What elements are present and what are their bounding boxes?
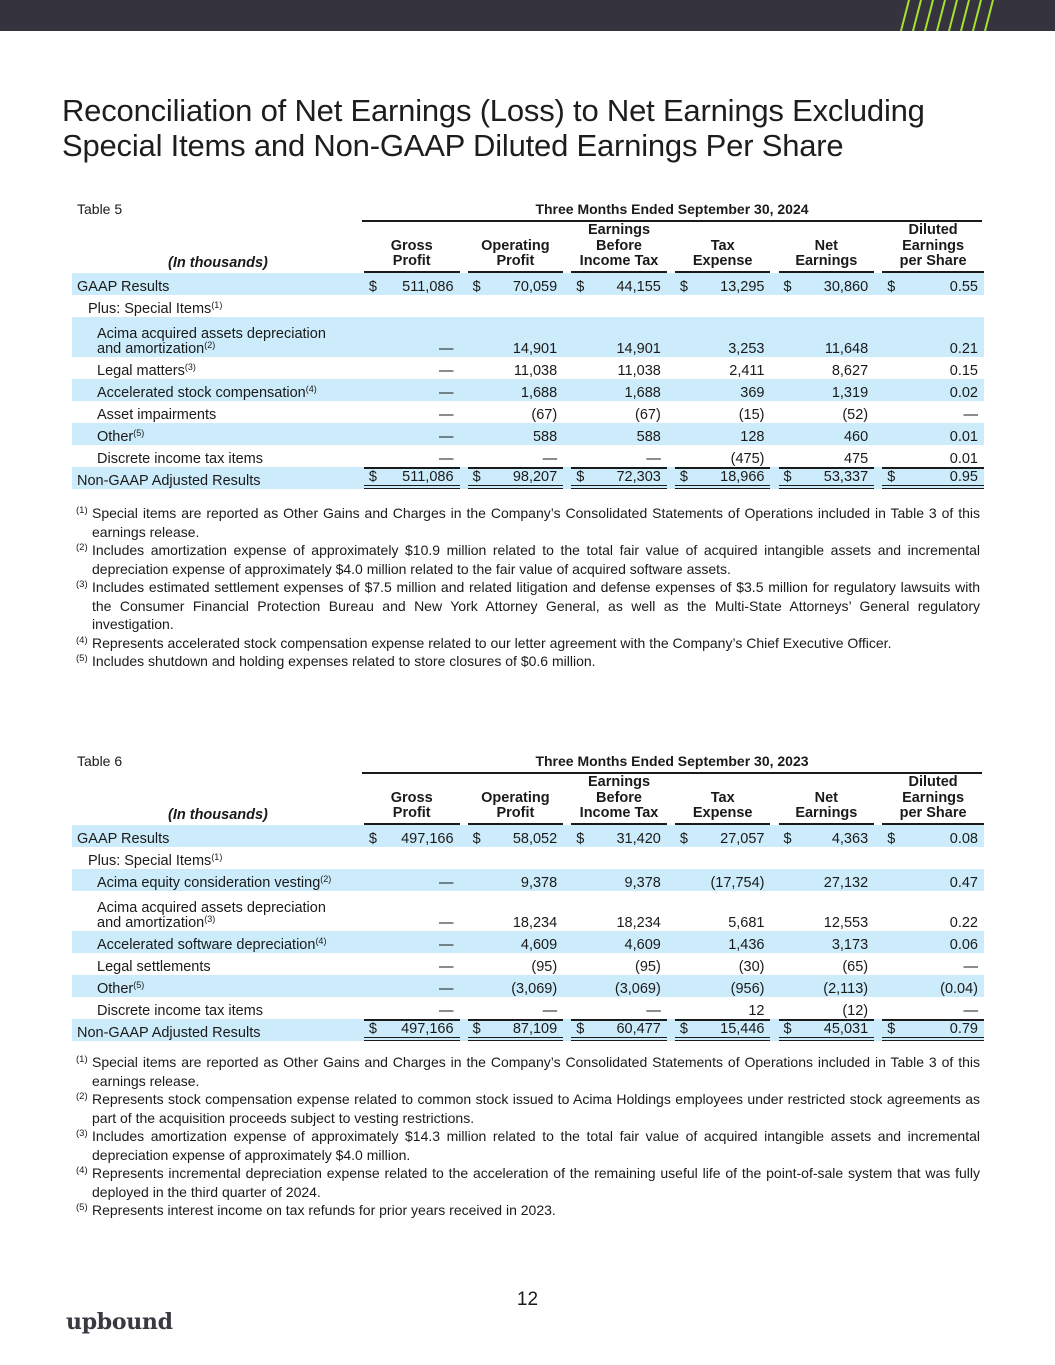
footnote: (5) Includes shutdown and holding expenses related to store closures of $0.6 million. <box>76 653 596 669</box>
title-line-1: Reconciliation of Net Earnings (Loss) to Net Earnings Excluding <box>62 93 925 128</box>
table-row: Legal settlements — (95) (95) (30) (65) — <box>97 958 978 975</box>
col-net-earnings: Net Earnings <box>779 775 875 825</box>
table-row: Acima acquired assets depreciation and amortization$^{(3)}$ — 18,234 18,234 5,681 12,553 0.22 <box>97 899 978 931</box>
table-row: Accelerated stock compensation$^{(4)}$ — 1,688 1,688 369 1,319 0.02 <box>72 379 984 401</box>
col-earnings-before-tax: Earnings Before Income Tax <box>571 775 667 825</box>
footnote: (4) Represents incremental depreciation expense related to the acceleration of the remaining useful life of the point-of-sale system that was fully deployed in the third quarter of 2024. <box>76 1165 980 1200</box>
footnote: (5) Represents interest income on tax refunds for prior years received in 2023. <box>76 1202 556 1218</box>
col-gross-profit: Gross Profit <box>364 775 460 825</box>
col-gross-profit: Gross Profit <box>364 223 460 273</box>
col-operating-profit: Operating Profit <box>468 775 564 825</box>
footnote: (2) Represents stock compensation expense related to common stock issued to Acima Holdings employees under restricted stock agreements as part of the acquisition proceeds subject to vesting restrictions. <box>76 1091 980 1126</box>
column-headers <box>72 223 984 273</box>
units-label: (In thousands) <box>168 255 268 271</box>
gaap-results-row: GAAP Results $ 511,086 $ 70,059 $ 44,155 $ 13,295 $ 30,860 $ 0.55 <box>72 273 984 295</box>
footnote: (1) Special items are reported as Other Gains and Charges in the Company’s Consolidated Statements of Operations included in Table 3 of this earnings release. <box>76 505 980 540</box>
col-earnings-before-tax: Earnings Before Income Tax <box>571 223 667 273</box>
col-net-earnings: Net Earnings <box>779 223 875 273</box>
decorative-stripes-icon <box>887 0 1007 31</box>
table-row: Legal matters$^{(3)}$ — 11,038 11,038 2,411 8,627 0.15 <box>97 361 978 379</box>
table-row: Discrete income tax items — — — (475) 475 0.01 <box>97 450 978 467</box>
col-tax-expense: Tax Expense <box>675 223 771 273</box>
col-operating-profit: Operating Profit <box>468 223 564 273</box>
table-row: Asset impairments — (67) (67) (15) (52) — <box>97 406 978 423</box>
table-5-footnotes <box>76 504 980 671</box>
period-header: Three Months Ended September 30, 2023 <box>362 753 982 774</box>
footnote: (1) Special items are reported as Other Gains and Charges in the Company’s Consolidated Statements of Operations included in Table 3 of this earnings release. <box>76 1054 980 1089</box>
title-line-2: Special Items and Non-GAAP Diluted Earnings Per Share <box>62 128 844 163</box>
table-row: Accelerated software depreciation$^{(4)}$ — 4,609 4,609 1,436 3,173 0.06 <box>72 931 984 953</box>
period-header: Three Months Ended September 30, 2024 <box>362 201 982 222</box>
plus-special-items-row: Plus: Special Items$^{(1)}$ <box>88 851 223 869</box>
footnote: (4) Represents accelerated stock compensation expense related to our letter agreement with the Company’s Chief Executive Officer. <box>76 634 892 651</box>
reconciliation-table <box>72 223 984 489</box>
col-diluted-eps: Diluted Earnings per Share <box>882 223 984 273</box>
page-number: 12 <box>516 1289 539 1310</box>
company-logo: upbound <box>66 1309 173 1335</box>
table-row: Acima equity consideration vesting$^{(2)}$ — 9,378 9,378 (17,754) 27,132 0.47 <box>72 869 984 891</box>
table-row: Acima acquired assets depreciation and amortization$^{(2)}$ — 14,901 14,901 3,253 11,648 0.21 <box>72 317 984 357</box>
col-tax-expense: Tax Expense <box>675 775 771 825</box>
reconciliation-table <box>72 775 984 1041</box>
table-label: Table 5 <box>77 201 123 217</box>
gaap-results-row: GAAP Results $ 497,166 $ 58,052 $ 31,420 $ 27,057 $ 4,363 $ 0.08 <box>72 825 984 847</box>
table-6-footnotes <box>76 1053 980 1220</box>
page-title <box>62 93 1002 163</box>
footnote: (2) Includes amortization expense of approximately $10.9 million related to the total fair value of acquired intangible assets and incremental depreciation expense of approximately $4.0 million related to the fair value of acquired software assets. <box>76 542 980 577</box>
plus-special-items-row: Plus: Special Items$^{(1)}$ <box>88 299 223 317</box>
column-headers <box>72 775 984 825</box>
non-gaap-adjusted-row: Non-GAAP Adjusted Results $ 511,086 $ 98,207 $ 72,303 $ 18,966 $ 53,337 $ 0.95 <box>72 467 984 489</box>
footnote: (3) Includes amortization expense of approximately $14.3 million related to the total fair value of acquired intangible assets and incremental depreciation expense of approximately $4.0 million. <box>76 1128 980 1163</box>
units-label: (In thousands) <box>168 807 268 823</box>
table-row: Discrete income tax items — — — 12 (12) — <box>97 1002 978 1019</box>
table-row: Other$^{(5)}$ — (3,069) (3,069) (956) (2,113) (0.04) <box>72 975 984 997</box>
col-diluted-eps: Diluted Earnings per Share <box>882 775 984 825</box>
table-row: Other$^{(5)}$ — 588 588 128 460 0.01 <box>72 423 984 445</box>
table-label: Table 6 <box>77 753 123 769</box>
header-bar <box>0 0 1055 31</box>
non-gaap-adjusted-row: Non-GAAP Adjusted Results $ 497,166 $ 87,109 $ 60,477 $ 15,446 $ 45,031 $ 0.79 <box>72 1019 984 1041</box>
footnote: (3) Includes estimated settlement expenses of $7.5 million and related litigation and defense expenses of $3.5 million for regulatory lawsuits with the Consumer Financial Protection Bureau and New York Attorney General, as well as the Multi-State Attorneys’ General regulatory investigation. <box>76 579 980 632</box>
